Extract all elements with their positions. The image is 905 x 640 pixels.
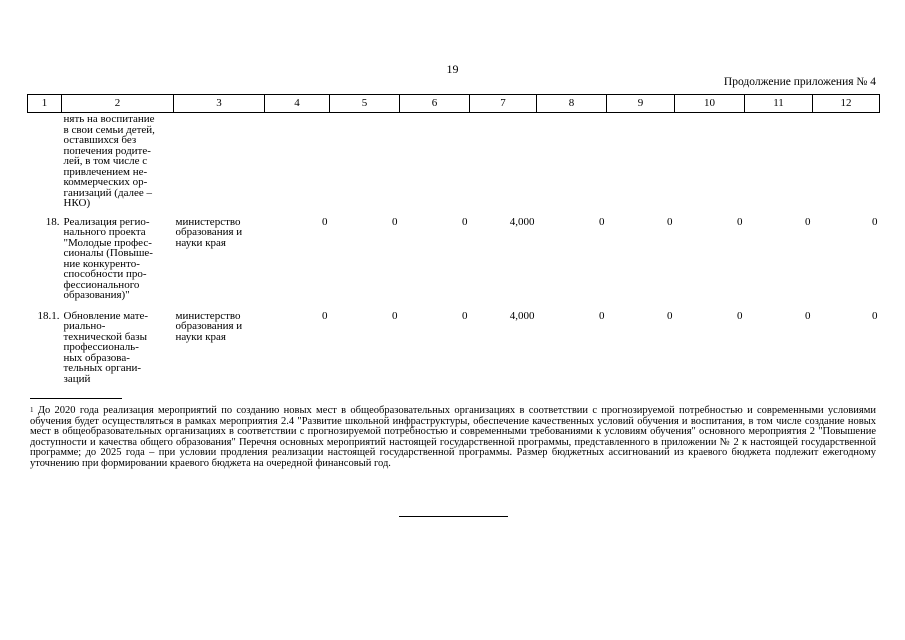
value-cell: 0	[462, 309, 468, 322]
table-row	[28, 311, 880, 385]
value-cell: 0	[737, 309, 743, 322]
value-cell: 4,000	[509, 309, 535, 322]
value-cell: 0	[392, 309, 398, 322]
value-cell: 0	[667, 215, 673, 228]
value-cell: 0	[737, 215, 743, 228]
row-index: 18.	[45, 215, 60, 228]
col-header: 2	[62, 95, 174, 113]
row-title: нять на воспитание в свои семьи детей, оставшихся без попечения родите- лей, в том числе с привлечением не- коммерческих ор- ганизаций (далее – НКО)	[63, 113, 155, 209]
footnote-marker: 1	[30, 406, 34, 414]
table-row	[28, 217, 880, 311]
footnote	[30, 406, 876, 469]
row-title: Реализация регио- нального проекта "Молодые профес- сионалы (Повыше- ние конкуренто- способности про- фессионального образования)"	[63, 215, 153, 301]
col-header: 9	[607, 95, 675, 113]
col-header: 6	[400, 95, 470, 113]
col-header: 3	[174, 95, 265, 113]
value-cell: 0	[392, 215, 398, 228]
row-executor: министерство образования и науки края	[175, 215, 243, 249]
value-cell: 0	[599, 215, 605, 228]
program-table	[27, 94, 880, 384]
continuation-label: Продолжение приложения № 4	[723, 76, 876, 88]
row-title: Обновление мате- риально- технической базы профессиональ- ных образова- тельных органи- заций	[63, 309, 149, 385]
footnote-text: До 2020 года реализация мероприятий по созданию новых мест в общеобразовательных организациях в соответствии с прогнозируемой потребностью и современными условиями обучения будет осуществляться в рамках мероприятия 2.4 "Развитие школьной инфраструктуры, обеспечение качественных условий обучения и воспитания, в том числе создание новых мест в общеобразовательных организациях в соответствии с прогнозируемой потребностью и современными требованиями к условиям обучения" основного мероприятия 2 "Повышение доступности и качества общего образования" Перечня основных мероприятий настоящей государственной программы, представленного в приложении № 2 к настоящей государственной программе; до 2025 года – при условии продления реализации настоящей государственной программы. Размер бюджетных ассигнований из краевого бюджета подлежит ежегодному уточнению при формировании краевого бюджета на очередной финансовый год.	[30, 405, 877, 469]
row-executor: министерство образования и науки края	[175, 309, 243, 343]
col-header: 11	[745, 95, 813, 113]
end-divider	[399, 516, 508, 517]
col-header: 12	[813, 95, 880, 113]
footnote-divider	[30, 398, 122, 399]
value-cell: 0	[322, 215, 328, 228]
col-header: 7	[470, 95, 537, 113]
value-cell: 0	[872, 309, 878, 322]
row-index: 18.1.	[37, 309, 60, 322]
col-header: 1	[28, 95, 62, 113]
table-row	[28, 113, 880, 217]
col-header: 5	[330, 95, 400, 113]
col-header: 8	[537, 95, 607, 113]
value-cell: 0	[462, 215, 468, 228]
value-cell: 0	[599, 309, 605, 322]
value-cell: 0	[805, 309, 811, 322]
col-header: 10	[675, 95, 745, 113]
value-cell: 0	[322, 309, 328, 322]
header-row	[28, 95, 880, 113]
value-cell: 0	[667, 309, 673, 322]
value-cell: 0	[805, 215, 811, 228]
page-number: 19	[446, 62, 459, 76]
value-cell: 0	[872, 215, 878, 228]
col-header: 4	[265, 95, 330, 113]
value-cell: 4,000	[509, 215, 535, 228]
